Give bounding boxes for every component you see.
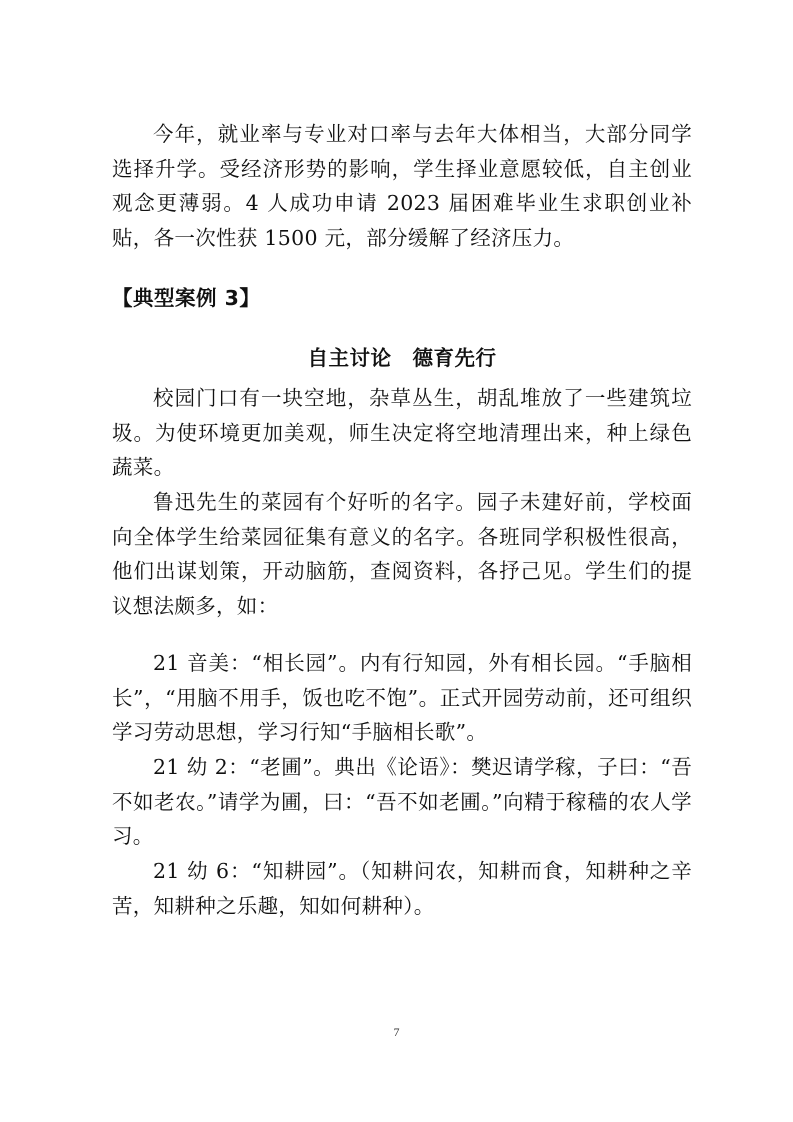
paragraph-employment: 今年，就业率与专业对口率与去年大体相当，大部分同学选择升学。受经济形势的影响，学生择业意愿较低，自主创业观念更薄弱。4 人成功申请 2023 届困难毕业生求职创业补贴，各一次性获 1500 元，部分缓解了经济压力。 — [112, 122, 692, 250]
paragraph-proposal-you6: 21 幼 6：“知耕园”。（知耕问农，知耕而食，知耕种之辛苦，知耕种之乐趣，知如何耕种）。 — [112, 859, 692, 918]
paragraph-naming-call: 鲁迅先生的菜园有个好听的名字。园子未建好前，学校面向全体学生给菜园征集有意义的名字。各班同学积极性很高，他们出谋划策，开动脑筋，查阅资料，各抒己见。学生们的提议想法颇多，如： — [112, 490, 692, 618]
paragraph-proposal-yinmei: 21 音美：“相长园”。内有行知园，外有相长园。“手脑相长”，“用脑不用手，饭也吃不饱”。正式开园劳动前，还可组织学习劳动思想，学习行知“手脑相长歌”。 — [112, 651, 692, 744]
case-title: 自主讨论 德育先行 — [307, 346, 497, 370]
paragraph-open-land: 校园门口有一块空地，杂草丛生，胡乱堆放了一些建筑垃圾。为使环境更加美观，师生决定将空地清理出来，种上绿色蔬菜。 — [112, 386, 692, 479]
case-heading: 【典型案例 3】 — [112, 286, 261, 310]
paragraph-proposal-you2: 21 幼 2：“老圃”。典出《论语》：樊迟请学稼，子曰：“吾不如老农。”请学为圃，曰：“吾不如老圃。”向精于稼穑的农人学习。 — [112, 755, 692, 848]
page-number: 7 — [393, 1025, 400, 1039]
